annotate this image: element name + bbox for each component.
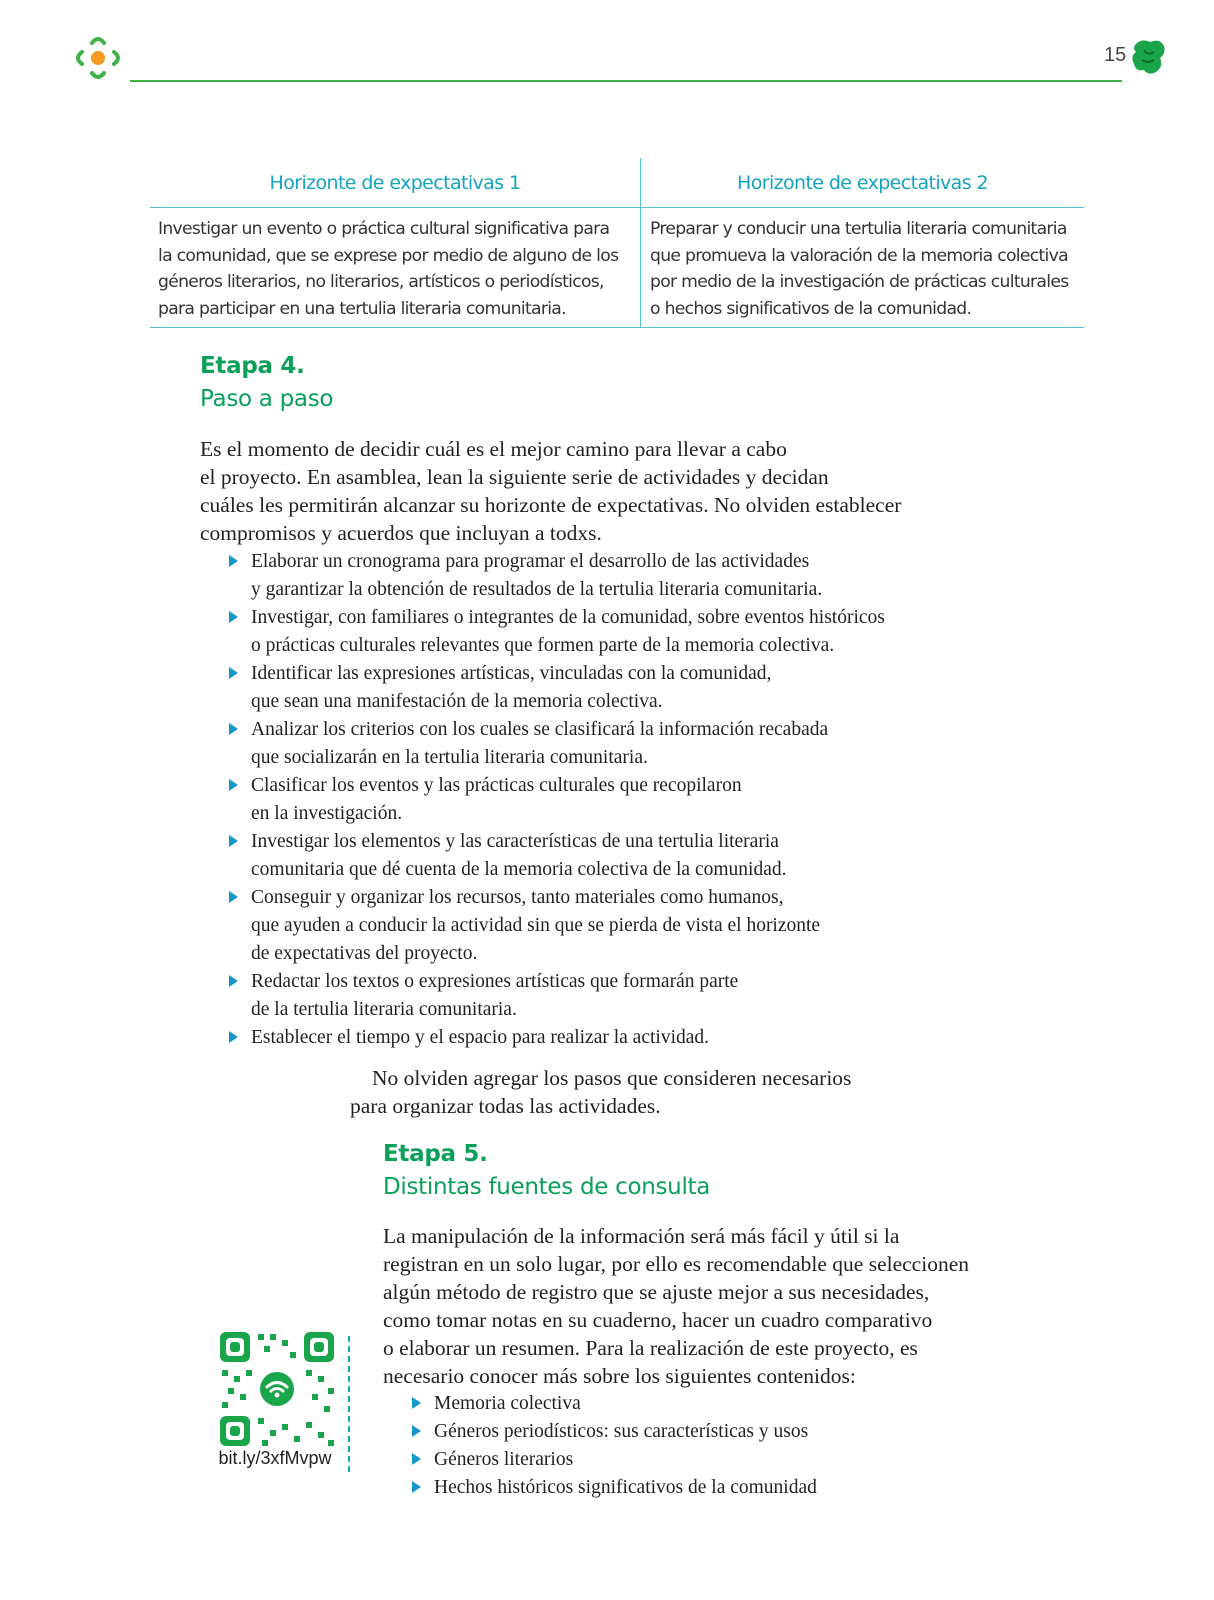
text-line: cuáles les permitirán alcanzar su horizonte de expectativas. No olviden establecer xyxy=(200,493,902,517)
etapa-4-activities-list xyxy=(229,548,989,1052)
text-line: géneros literarios, no literarios, artísticos o periodísticos, xyxy=(158,272,604,292)
horizonte-2-title: Horizonte de expectativas 2 xyxy=(737,172,988,194)
bullet-arrow-icon xyxy=(229,835,238,847)
text-line: o prácticas culturales relevantes que formen parte de la memoria colectiva. xyxy=(251,635,835,656)
bullet-arrow-icon xyxy=(229,723,238,735)
text-line: Conseguir y organizar los recursos, tanto materiales como humanos, xyxy=(251,887,784,908)
etapa-5-contents-list xyxy=(412,1390,1032,1502)
etapa-4-heading xyxy=(200,350,333,416)
text-line: Hechos históricos significativos de la comunidad xyxy=(434,1477,817,1498)
etapa-4-intro xyxy=(200,435,1000,547)
text-line: como tomar notas en su cuaderno, hacer un cuadro comparativo xyxy=(383,1308,933,1332)
text-line: comunitaria que dé cuenta de la memoria colectiva de la comunidad. xyxy=(251,859,787,880)
text-line: Géneros literarios xyxy=(434,1449,574,1470)
bullet-arrow-icon xyxy=(412,1481,421,1493)
text-line: registran en un solo lugar, por ello es recomendable que seleccionen xyxy=(383,1252,969,1276)
text-line: Preparar y conducir una tertulia literaria comunitaria xyxy=(650,219,1067,239)
bullet-arrow-icon xyxy=(229,667,238,679)
etapa-5-subtitle: Distintas fuentes de consulta xyxy=(383,1174,711,1200)
horizonte-1-title: Horizonte de expectativas 1 xyxy=(269,172,521,194)
text-line: por medio de la investigación de prácticas culturales xyxy=(650,272,1069,292)
green-glyph-icon xyxy=(1132,38,1166,76)
text-line: necesario conocer más sobre los siguientes contenidos: xyxy=(383,1364,856,1388)
text-line: y garantizar la obtención de resultados de la tertulia literaria comunitaria. xyxy=(251,579,823,600)
text-line: o elaborar un resumen. Para la realización de este proyecto, es xyxy=(383,1336,918,1360)
text-line: Investigar los elementos y las características de una tertulia literaria xyxy=(251,831,779,852)
bullet-arrow-icon xyxy=(412,1453,421,1465)
list-item xyxy=(229,660,989,716)
text-line: que socializarán en la tertulia literaria comunitaria. xyxy=(251,747,648,768)
text-line: Analizar los criterios con los cuales se clasificará la información recabada xyxy=(251,719,829,740)
horizonte-1-text xyxy=(158,216,636,322)
text-line: Clasificar los eventos y las prácticas culturales que recopilaron xyxy=(251,775,742,796)
text-line: Redactar los textos o expresiones artísticas que formarán parte xyxy=(251,971,739,992)
qr-link-caption[interactable]: bit.ly/3xfMvpw xyxy=(218,1448,332,1468)
text-line: o hechos significativos de la comunidad. xyxy=(650,298,972,319)
bullet-arrow-icon xyxy=(229,891,238,903)
text-line: que ayuden a conducir la actividad sin que se pierda de vista el horizonte xyxy=(251,915,821,936)
text-line: para participar en una tertulia literaria comunitaria. xyxy=(158,298,566,319)
list-item xyxy=(229,884,989,968)
bullet-arrow-icon xyxy=(229,611,238,623)
horizonte-2-text xyxy=(650,216,1080,322)
text-line: Investigar un evento o práctica cultural significativa para xyxy=(158,219,610,239)
text-line: Memoria colectiva xyxy=(434,1393,581,1414)
bullet-arrow-icon xyxy=(229,1031,238,1043)
text-line: Es el momento de decidir cuál es el mejor camino para llevar a cabo xyxy=(200,437,787,461)
text-line: en la investigación. xyxy=(251,803,403,824)
list-item xyxy=(229,604,989,660)
flower-logo-icon xyxy=(70,33,126,83)
list-item xyxy=(229,716,989,772)
text-line: algún método de registro que se ajuste mejor a sus necesidades, xyxy=(383,1280,930,1304)
etapa-5-heading xyxy=(383,1138,710,1204)
text-line: Elaborar un cronograma para programar el desarrollo de las actividades xyxy=(251,551,810,572)
etapa-5-number: Etapa 5. xyxy=(383,1141,488,1167)
text-line: Establecer el tiempo y el espacio para realizar la actividad. xyxy=(251,1027,710,1048)
table-bottom-rule xyxy=(150,327,1084,328)
list-item xyxy=(229,1024,989,1052)
text-line: el proyecto. En asamblea, lean la siguiente serie de actividades y decidan xyxy=(200,465,829,489)
list-item xyxy=(412,1474,1032,1502)
list-item xyxy=(229,828,989,884)
horizontes-table xyxy=(150,158,1084,328)
text-line: de expectativas del proyecto. xyxy=(251,943,478,964)
qr-code-icon[interactable] xyxy=(218,1330,336,1448)
bullet-arrow-icon xyxy=(412,1397,421,1409)
text-line: compromisos y acuerdos que incluyan a todxs. xyxy=(200,521,602,545)
etapa-4-number: Etapa 4. xyxy=(200,353,305,379)
text-line: La manipulación de la información será más fácil y útil si la xyxy=(383,1224,900,1248)
page-number: 15 xyxy=(1104,44,1127,66)
list-item xyxy=(412,1446,1032,1474)
text-line: la comunidad, que se exprese por medio de alguno de los xyxy=(158,245,619,266)
text-line: para organizar todas las actividades. xyxy=(350,1094,661,1118)
bullet-arrow-icon xyxy=(412,1425,421,1437)
etapa-4-closing xyxy=(350,1064,910,1120)
text-line: No olviden agregar los pasos que consideren necesarios xyxy=(372,1066,852,1090)
bullet-arrow-icon xyxy=(229,555,238,567)
text-line: Investigar, con familiares o integrantes de la comunidad, sobre eventos históricos xyxy=(251,607,885,628)
text-line: Identificar las expresiones artísticas, vinculadas con la comunidad, xyxy=(251,663,772,684)
bullet-arrow-icon xyxy=(229,779,238,791)
list-item xyxy=(412,1390,1032,1418)
list-item xyxy=(229,548,989,604)
list-item xyxy=(229,772,989,828)
text-line: de la tertulia literaria comunitaria. xyxy=(251,999,517,1020)
etapa-5-intro xyxy=(383,1222,1043,1390)
text-line: que promueva la valoración de la memoria colectiva xyxy=(650,245,1068,266)
bullet-arrow-icon xyxy=(229,975,238,987)
header-separator xyxy=(150,207,1084,208)
dashed-divider xyxy=(348,1336,350,1472)
text-line: que sean una manifestación de la memoria colectiva. xyxy=(251,691,663,712)
list-item xyxy=(229,968,989,1024)
etapa-4-subtitle: Paso a paso xyxy=(200,386,334,412)
header-rule xyxy=(130,80,1122,82)
text-line: Géneros periodísticos: sus características y usos xyxy=(434,1421,809,1442)
list-item xyxy=(412,1418,1032,1446)
